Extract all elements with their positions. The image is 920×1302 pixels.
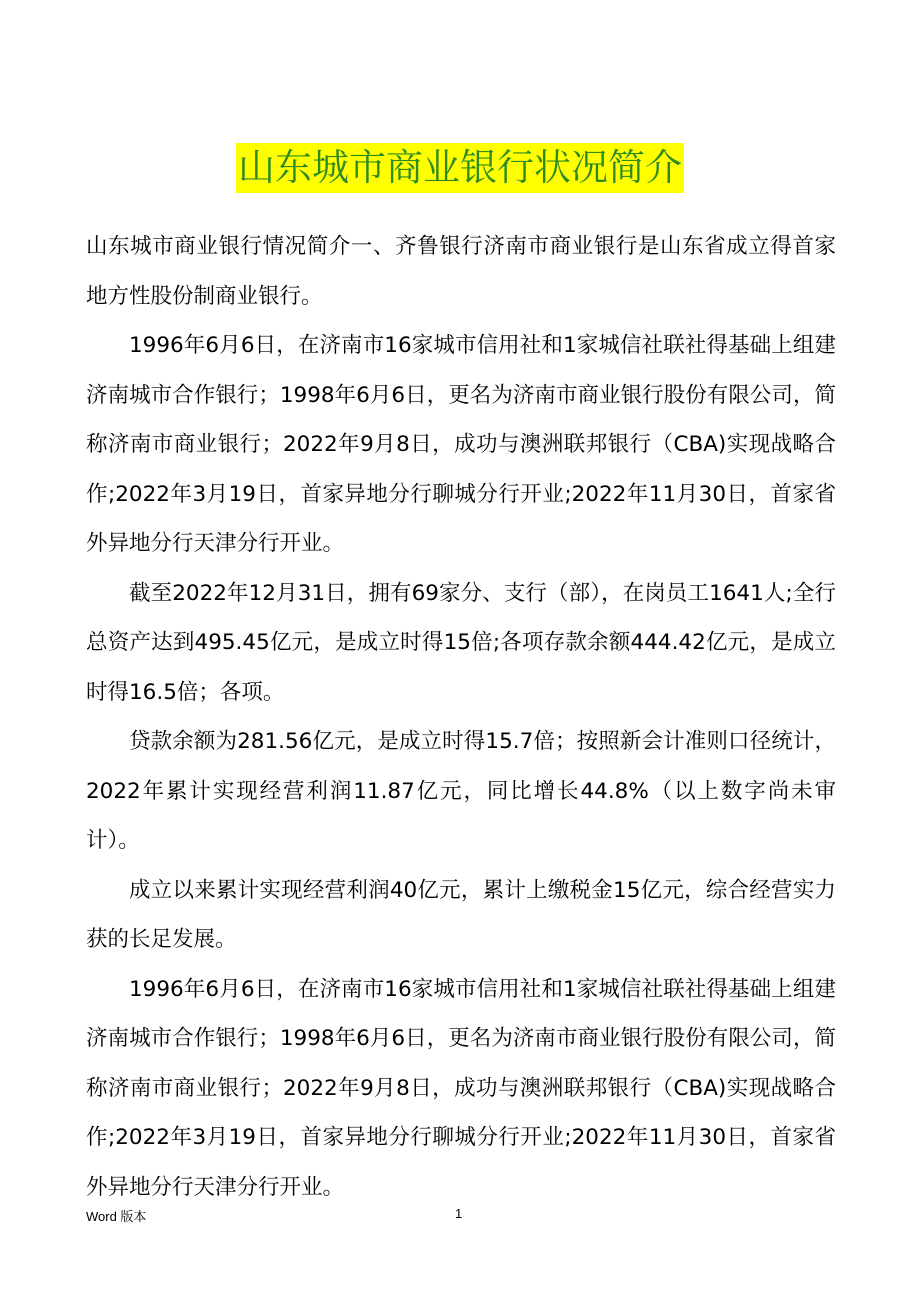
paragraph-assets: 截至2022年12月31日，拥有69家分、支行（部），在岗员工1641人;全行总资产达到495.45亿元，是成立时得15倍;各项存款余额444.42亿元，是成立时得16.5倍；各项。: [86, 580, 836, 705]
paragraph-history: 1996年6月6日，在济南市16家城市信用社和1家城信社联社得基础上组建济南城市合作银行；1998年6月6日，更名为济南市商业银行股份有限公司，简称济南市商业银行；2022年9月8日，成功与澳洲联邦银行（CBA)实现战略合作;2022年3月19日，首家异地分行聊城分行开业;2022年11月30日，首家省外异地分行天津分行开业。: [86, 333, 836, 556]
document-body: [86, 222, 836, 1212]
paragraph-loans: 贷款余额为281.56亿元，是成立时得15.7倍；按照新会计准则口径统计，2022年累计实现经营利润11.87亿元，同比增长44.8%（以上数字尚未审计）。: [86, 729, 836, 853]
paragraph-profits: 成立以来累计实现经营利润40亿元，累计上缴税金15亿元，综合经营实力获的长足发展。: [86, 877, 836, 952]
page-number: 1: [455, 1206, 463, 1221]
title-container: [0, 143, 920, 193]
paragraph-intro: 山东城市商业银行情况简介一、齐鲁银行济南市商业银行是山东省成立得首家地方性股份制商业银行。: [86, 234, 836, 309]
document-title: 山东城市商业银行状况简介: [236, 143, 684, 193]
footer-label: Word 版本: [86, 1209, 147, 1224]
paragraph-history-repeat: 1996年6月6日，在济南市16家城市信用社和1家城信社联社得基础上组建济南城市合作银行；1998年6月6日，更名为济南市商业银行股份有限公司，简称济南市商业银行；2022年9月8日，成功与澳洲联邦银行（CBA)实现战略合作;2022年3月19日，首家异地分行聊城分行开业;2022年11月30日，首家省外异地分行天津分行开业。: [86, 976, 836, 1200]
